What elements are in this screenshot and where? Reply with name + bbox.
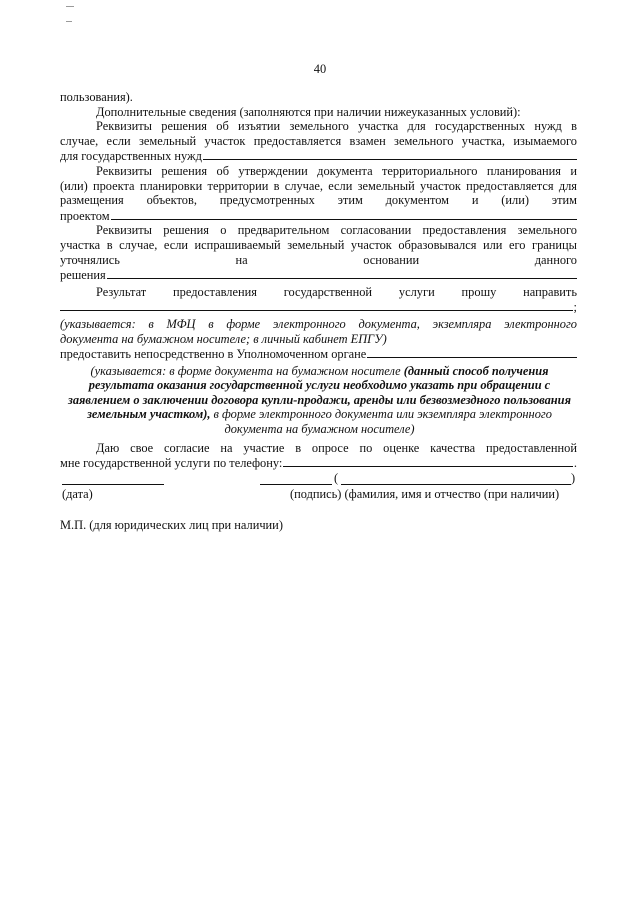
text-line: Реквизиты решения о предварительном согласовании предоставления земельного (96, 223, 577, 238)
note-text: или экземпляра электронного документа на бумажном носителе) (224, 407, 552, 437)
text-line: предоставить непосредственно в Уполномоченном органе (60, 347, 367, 362)
text-line: проектом (60, 208, 110, 223)
signature-block (60, 471, 577, 505)
date-label: (дата) (62, 487, 93, 501)
scan-artifact (66, 6, 74, 7)
text-line: Дополнительные сведения (заполняются при наличии нижеуказанных условий): (96, 104, 521, 119)
note-text-bold: (данный способ получения результата оказания государственной услуги необходимо указать при обращении с заявлением о заключении договора купли-продажи, аренды или безвозмездного пользования земельным участком), (68, 363, 571, 422)
preliminary-approval-field[interactable] (107, 267, 577, 279)
authority-delivery-row (60, 346, 577, 362)
signature-label: (подпись) (фамилия, имя и отчество (при наличии) (290, 487, 560, 501)
text-line: мне государственной услуги по телефону: (60, 456, 283, 471)
full-name-field[interactable] (341, 484, 571, 485)
text-line: ; (573, 300, 577, 315)
text-line: документа на бумажном носителе; в личный кабинет ЕПГУ) (60, 331, 387, 346)
text-line: (указывается: в МФЦ в форме электронного документа, экземпляра электронного (60, 316, 577, 331)
text-line: участка в случае, если испрашиваемый земельный участок образовывался или его границы (60, 237, 577, 252)
authority-delivery-field[interactable] (367, 346, 577, 358)
seizure-decision-field[interactable] (203, 148, 577, 160)
scan-artifact (66, 21, 72, 22)
page-number: 40 (313, 62, 327, 76)
note-text: в форме электронного документа (213, 407, 394, 422)
stamp-note: М.П. (для юридических лиц при наличии) (60, 518, 283, 532)
text-line: для государственных нужд (60, 149, 202, 164)
planning-document-field[interactable] (111, 208, 577, 220)
text-line: . (573, 456, 577, 471)
text-line: пользования). (60, 90, 133, 104)
text-line: Реквизиты решения об утверждении документа территориального планирования и (96, 163, 577, 178)
text-line: Результат предоставления государственной услуги прошу направить (96, 284, 577, 299)
signature-field[interactable] (260, 484, 332, 485)
text-line: решения (60, 268, 106, 283)
text-line: Даю свое согласие на участие в опросе по оценке качества предоставленной (96, 440, 577, 455)
date-field[interactable] (62, 484, 164, 485)
result-delivery-row (60, 299, 577, 315)
note-text: (указывается: в форме документа на бумажном носителе (90, 363, 401, 378)
text-line: Реквизиты решения об изъятии земельного участка для государственных нужд в (96, 119, 577, 134)
text-line: (или) проекта планировки территории в случае, если земельный участок предоставляется для (60, 178, 577, 193)
text-line: случае, если земельный участок предоставляется взамен земельного участка, изымаемого (60, 133, 577, 148)
text-line: размещения объектов, предусмотренных этим документом и (или) этим (60, 193, 577, 208)
delivery-note (60, 364, 577, 437)
preliminary-approval-row (60, 267, 577, 283)
phone-survey-row (60, 455, 577, 471)
text-line: уточнялись на основании данного (60, 252, 577, 267)
paren-open: ( (334, 471, 339, 485)
seizure-decision-row (60, 148, 577, 164)
result-delivery-field[interactable] (60, 299, 573, 311)
phone-number-field[interactable] (283, 455, 573, 467)
form-body (60, 90, 577, 471)
paren-close: ) (571, 471, 576, 485)
planning-document-row (60, 208, 577, 224)
